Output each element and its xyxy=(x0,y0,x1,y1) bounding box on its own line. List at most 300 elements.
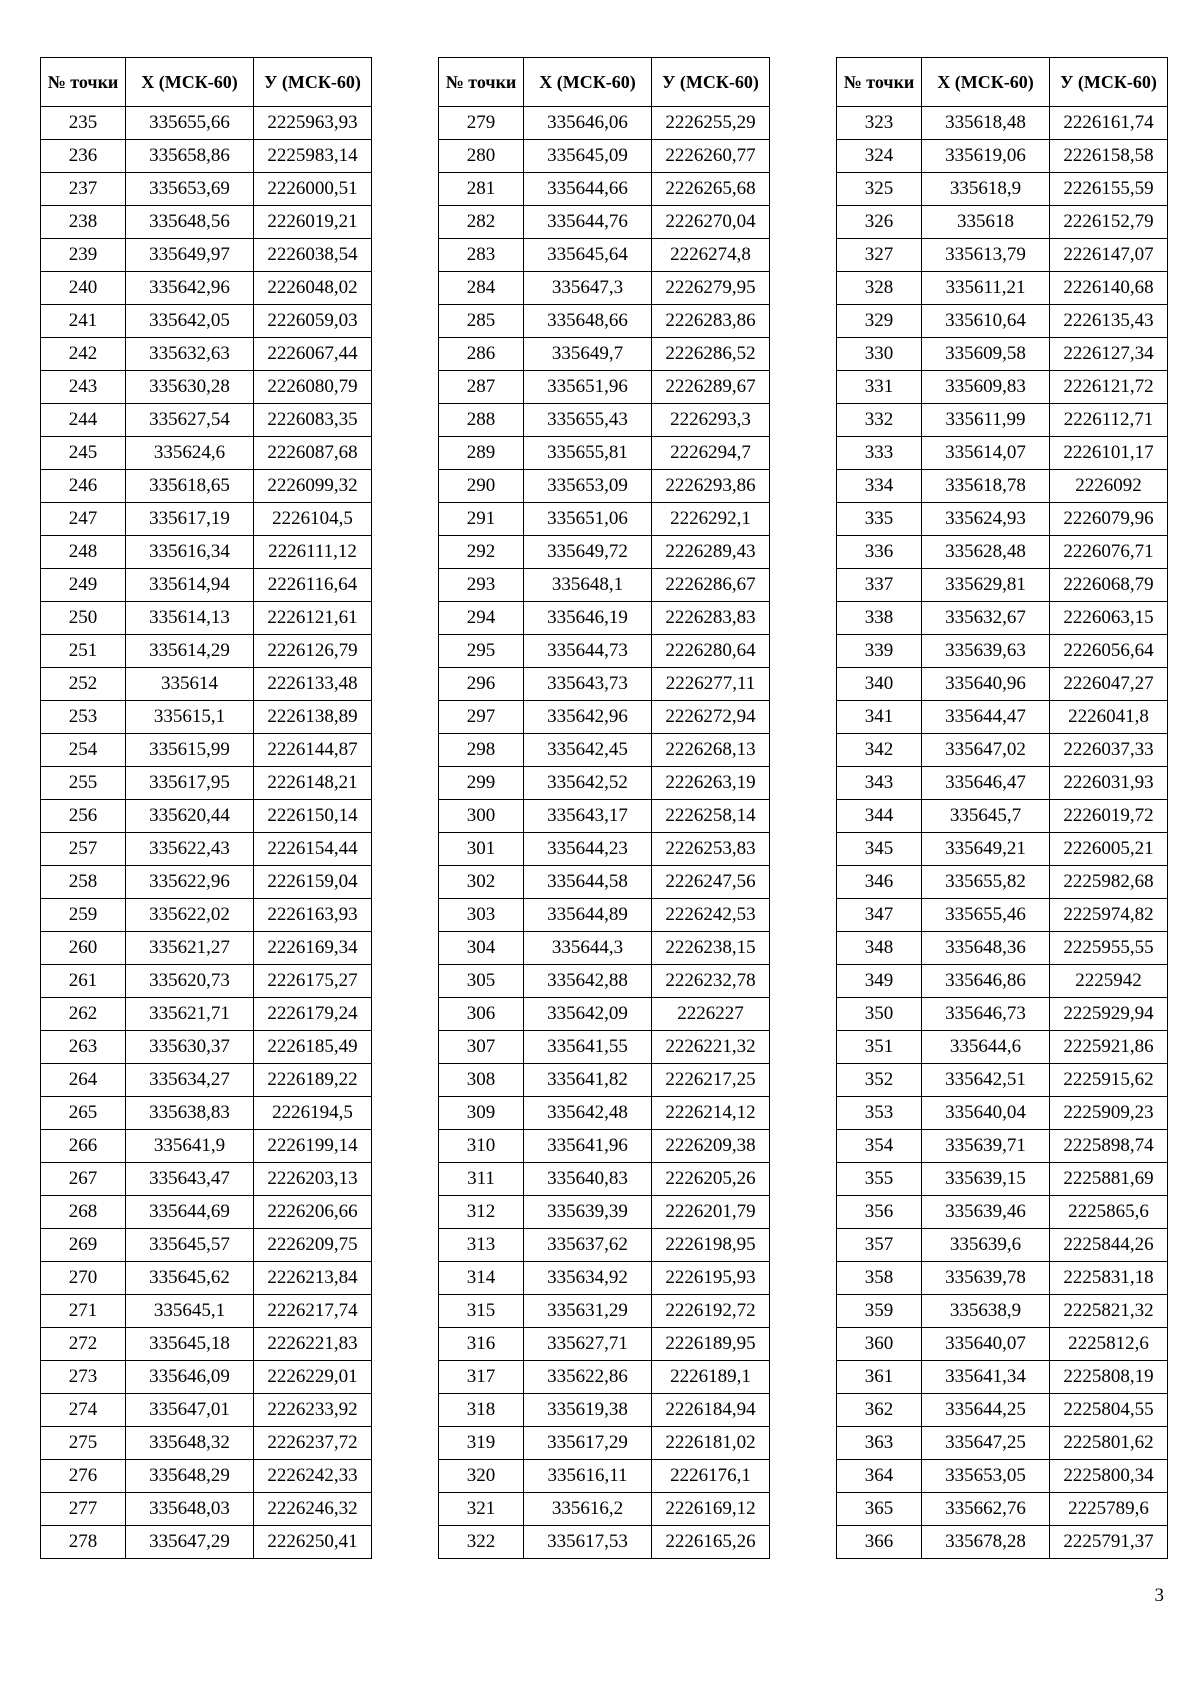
table-row xyxy=(41,272,372,305)
table-row xyxy=(439,1229,770,1262)
point-number-cell: 283 xyxy=(439,239,524,272)
point-number-cell: 259 xyxy=(41,899,126,932)
table-row xyxy=(439,536,770,569)
table-row xyxy=(837,668,1168,701)
table-row xyxy=(439,371,770,404)
x-coordinate-cell: 335655,46 xyxy=(922,899,1050,932)
table-row xyxy=(837,965,1168,998)
table-row xyxy=(837,767,1168,800)
point-number-cell: 245 xyxy=(41,437,126,470)
y-coordinate-cell: 2226209,38 xyxy=(652,1130,770,1163)
x-coordinate-cell: 335618,9 xyxy=(922,173,1050,206)
table-row xyxy=(41,1328,372,1361)
point-number-cell: 291 xyxy=(439,503,524,536)
point-number-cell: 327 xyxy=(837,239,922,272)
point-number-cell: 337 xyxy=(837,569,922,602)
table-row xyxy=(837,866,1168,899)
table-row xyxy=(41,899,372,932)
y-coordinate-cell: 2226199,14 xyxy=(254,1130,372,1163)
table-row xyxy=(837,1427,1168,1460)
y-coordinate-cell: 2226258,14 xyxy=(652,800,770,833)
x-coordinate-cell: 335644,69 xyxy=(126,1196,254,1229)
y-coordinate-cell: 2226140,68 xyxy=(1050,272,1168,305)
point-number-cell: 322 xyxy=(439,1526,524,1559)
column-header: № точки xyxy=(41,58,126,107)
x-coordinate-cell: 335615,99 xyxy=(126,734,254,767)
point-number-cell: 256 xyxy=(41,800,126,833)
point-number-cell: 280 xyxy=(439,140,524,173)
y-coordinate-cell: 2226147,07 xyxy=(1050,239,1168,272)
point-number-cell: 250 xyxy=(41,602,126,635)
table-row xyxy=(439,1163,770,1196)
y-coordinate-cell: 2226148,21 xyxy=(254,767,372,800)
point-number-cell: 342 xyxy=(837,734,922,767)
table-row xyxy=(41,734,372,767)
point-number-cell: 307 xyxy=(439,1031,524,1064)
point-number-cell: 247 xyxy=(41,503,126,536)
point-number-cell: 360 xyxy=(837,1328,922,1361)
table-row xyxy=(837,1328,1168,1361)
x-coordinate-cell: 335622,43 xyxy=(126,833,254,866)
coordinate-table xyxy=(40,57,372,1559)
x-coordinate-cell: 335621,71 xyxy=(126,998,254,1031)
table-row xyxy=(41,1295,372,1328)
y-coordinate-cell: 2226293,86 xyxy=(652,470,770,503)
table-row xyxy=(439,404,770,437)
point-number-cell: 355 xyxy=(837,1163,922,1196)
table-row xyxy=(41,668,372,701)
table-row xyxy=(837,1097,1168,1130)
table-row xyxy=(439,701,770,734)
table-row xyxy=(837,173,1168,206)
table-row xyxy=(837,1493,1168,1526)
x-coordinate-cell: 335631,29 xyxy=(524,1295,652,1328)
table-row xyxy=(439,173,770,206)
x-coordinate-cell: 335641,55 xyxy=(524,1031,652,1064)
y-coordinate-cell: 2225942 xyxy=(1050,965,1168,998)
y-coordinate-cell: 2226127,34 xyxy=(1050,338,1168,371)
y-coordinate-cell: 2226169,12 xyxy=(652,1493,770,1526)
x-coordinate-cell: 335616,11 xyxy=(524,1460,652,1493)
table-row xyxy=(439,107,770,140)
point-number-cell: 258 xyxy=(41,866,126,899)
table-row xyxy=(837,833,1168,866)
x-coordinate-cell: 335643,73 xyxy=(524,668,652,701)
point-number-cell: 347 xyxy=(837,899,922,932)
table-row xyxy=(837,899,1168,932)
table-row xyxy=(439,965,770,998)
x-coordinate-cell: 335641,34 xyxy=(922,1361,1050,1394)
table-row xyxy=(41,1064,372,1097)
table-row xyxy=(41,173,372,206)
y-coordinate-cell: 2226294,7 xyxy=(652,437,770,470)
x-coordinate-cell: 335647,02 xyxy=(922,734,1050,767)
table-row xyxy=(439,734,770,767)
point-number-cell: 329 xyxy=(837,305,922,338)
y-coordinate-cell: 2226289,67 xyxy=(652,371,770,404)
table-row xyxy=(439,1262,770,1295)
point-number-cell: 362 xyxy=(837,1394,922,1427)
point-number-cell: 263 xyxy=(41,1031,126,1064)
x-coordinate-cell: 335616,2 xyxy=(524,1493,652,1526)
x-coordinate-cell: 335642,48 xyxy=(524,1097,652,1130)
x-coordinate-cell: 335642,45 xyxy=(524,734,652,767)
table-row xyxy=(41,635,372,668)
table-row xyxy=(41,239,372,272)
y-coordinate-cell: 2226031,93 xyxy=(1050,767,1168,800)
x-coordinate-cell: 335634,27 xyxy=(126,1064,254,1097)
x-coordinate-cell: 335645,7 xyxy=(922,800,1050,833)
x-coordinate-cell: 335646,86 xyxy=(922,965,1050,998)
y-coordinate-cell: 2226292,1 xyxy=(652,503,770,536)
x-coordinate-cell: 335617,53 xyxy=(524,1526,652,1559)
x-coordinate-cell: 335646,73 xyxy=(922,998,1050,1031)
point-number-cell: 339 xyxy=(837,635,922,668)
table-row xyxy=(837,602,1168,635)
x-coordinate-cell: 335639,78 xyxy=(922,1262,1050,1295)
y-coordinate-cell: 2226289,43 xyxy=(652,536,770,569)
y-coordinate-cell: 2226217,25 xyxy=(652,1064,770,1097)
point-number-cell: 252 xyxy=(41,668,126,701)
y-coordinate-cell: 2226048,02 xyxy=(254,272,372,305)
point-number-cell: 285 xyxy=(439,305,524,338)
point-number-cell: 330 xyxy=(837,338,922,371)
table-row xyxy=(439,206,770,239)
x-coordinate-cell: 335619,06 xyxy=(922,140,1050,173)
y-coordinate-cell: 2226247,56 xyxy=(652,866,770,899)
point-number-cell: 346 xyxy=(837,866,922,899)
y-coordinate-cell: 2226233,92 xyxy=(254,1394,372,1427)
table-row xyxy=(41,767,372,800)
x-coordinate-cell: 335647,3 xyxy=(524,272,652,305)
x-coordinate-cell: 335640,83 xyxy=(524,1163,652,1196)
y-coordinate-cell: 2225801,62 xyxy=(1050,1427,1168,1460)
table-row xyxy=(41,833,372,866)
x-coordinate-cell: 335647,01 xyxy=(126,1394,254,1427)
y-coordinate-cell: 2226265,68 xyxy=(652,173,770,206)
table-row xyxy=(41,1031,372,1064)
table-row xyxy=(837,1229,1168,1262)
table-row xyxy=(41,338,372,371)
point-number-cell: 320 xyxy=(439,1460,524,1493)
y-coordinate-cell: 2225909,23 xyxy=(1050,1097,1168,1130)
x-coordinate-cell: 335643,47 xyxy=(126,1163,254,1196)
point-number-cell: 275 xyxy=(41,1427,126,1460)
point-number-cell: 270 xyxy=(41,1262,126,1295)
y-coordinate-cell: 2226194,5 xyxy=(254,1097,372,1130)
point-number-cell: 354 xyxy=(837,1130,922,1163)
x-coordinate-cell: 335616,34 xyxy=(126,536,254,569)
y-coordinate-cell: 2226286,67 xyxy=(652,569,770,602)
y-coordinate-cell: 2226214,12 xyxy=(652,1097,770,1130)
point-number-cell: 313 xyxy=(439,1229,524,1262)
table-row xyxy=(439,602,770,635)
y-coordinate-cell: 2225881,69 xyxy=(1050,1163,1168,1196)
table-row xyxy=(41,305,372,338)
y-coordinate-cell: 2226176,1 xyxy=(652,1460,770,1493)
y-coordinate-cell: 2226150,14 xyxy=(254,800,372,833)
table-row xyxy=(41,1262,372,1295)
column-header: X (МСК-60) xyxy=(126,58,254,107)
table-row xyxy=(41,1097,372,1130)
table-row xyxy=(837,734,1168,767)
table-row xyxy=(439,866,770,899)
point-number-cell: 340 xyxy=(837,668,922,701)
point-number-cell: 293 xyxy=(439,569,524,602)
table-row xyxy=(41,701,372,734)
point-number-cell: 314 xyxy=(439,1262,524,1295)
table-row xyxy=(439,305,770,338)
table-row xyxy=(41,503,372,536)
header-row xyxy=(41,58,372,107)
x-coordinate-cell: 335617,95 xyxy=(126,767,254,800)
x-coordinate-cell: 335645,18 xyxy=(126,1328,254,1361)
point-number-cell: 288 xyxy=(439,404,524,437)
table-row xyxy=(439,833,770,866)
x-coordinate-cell: 335651,06 xyxy=(524,503,652,536)
x-coordinate-cell: 335624,93 xyxy=(922,503,1050,536)
x-coordinate-cell: 335645,1 xyxy=(126,1295,254,1328)
table-row xyxy=(439,239,770,272)
x-coordinate-cell: 335622,86 xyxy=(524,1361,652,1394)
y-coordinate-cell: 2226019,72 xyxy=(1050,800,1168,833)
y-coordinate-cell: 2226232,78 xyxy=(652,965,770,998)
point-number-cell: 284 xyxy=(439,272,524,305)
table-row xyxy=(41,965,372,998)
y-coordinate-cell: 2226126,79 xyxy=(254,635,372,668)
point-number-cell: 238 xyxy=(41,206,126,239)
y-coordinate-cell: 2225963,93 xyxy=(254,107,372,140)
y-coordinate-cell: 2225800,34 xyxy=(1050,1460,1168,1493)
y-coordinate-cell: 2226144,87 xyxy=(254,734,372,767)
point-number-cell: 316 xyxy=(439,1328,524,1361)
y-coordinate-cell: 2226121,61 xyxy=(254,602,372,635)
y-coordinate-cell: 2226087,68 xyxy=(254,437,372,470)
y-coordinate-cell: 2226116,64 xyxy=(254,569,372,602)
point-number-cell: 318 xyxy=(439,1394,524,1427)
point-number-cell: 343 xyxy=(837,767,922,800)
y-coordinate-cell: 2226099,32 xyxy=(254,470,372,503)
point-number-cell: 249 xyxy=(41,569,126,602)
table-row xyxy=(837,437,1168,470)
y-coordinate-cell: 2225791,37 xyxy=(1050,1526,1168,1559)
y-coordinate-cell: 2225898,74 xyxy=(1050,1130,1168,1163)
y-coordinate-cell: 2226152,79 xyxy=(1050,206,1168,239)
point-number-cell: 352 xyxy=(837,1064,922,1097)
point-number-cell: 260 xyxy=(41,932,126,965)
point-number-cell: 317 xyxy=(439,1361,524,1394)
point-number-cell: 358 xyxy=(837,1262,922,1295)
table-row xyxy=(41,1394,372,1427)
y-coordinate-cell: 2226080,79 xyxy=(254,371,372,404)
x-coordinate-cell: 335644,89 xyxy=(524,899,652,932)
y-coordinate-cell: 2226005,21 xyxy=(1050,833,1168,866)
y-coordinate-cell: 2226111,12 xyxy=(254,536,372,569)
table-row xyxy=(837,1526,1168,1559)
x-coordinate-cell: 335614,29 xyxy=(126,635,254,668)
page-number: 3 xyxy=(1154,1585,1164,1606)
table-row xyxy=(837,503,1168,536)
y-coordinate-cell: 2226283,86 xyxy=(652,305,770,338)
x-coordinate-cell: 335639,15 xyxy=(922,1163,1050,1196)
x-coordinate-cell: 335640,07 xyxy=(922,1328,1050,1361)
x-coordinate-cell: 335646,47 xyxy=(922,767,1050,800)
y-coordinate-cell: 2226286,52 xyxy=(652,338,770,371)
x-coordinate-cell: 335639,71 xyxy=(922,1130,1050,1163)
point-number-cell: 274 xyxy=(41,1394,126,1427)
point-number-cell: 235 xyxy=(41,107,126,140)
y-coordinate-cell: 2226158,58 xyxy=(1050,140,1168,173)
point-number-cell: 365 xyxy=(837,1493,922,1526)
point-number-cell: 276 xyxy=(41,1460,126,1493)
table-row xyxy=(439,1460,770,1493)
point-number-cell: 364 xyxy=(837,1460,922,1493)
x-coordinate-cell: 335639,63 xyxy=(922,635,1050,668)
y-coordinate-cell: 2226037,33 xyxy=(1050,734,1168,767)
table-row xyxy=(439,470,770,503)
point-number-cell: 254 xyxy=(41,734,126,767)
point-number-cell: 290 xyxy=(439,470,524,503)
point-number-cell: 348 xyxy=(837,932,922,965)
x-coordinate-cell: 335655,43 xyxy=(524,404,652,437)
x-coordinate-cell: 335644,58 xyxy=(524,866,652,899)
table-row xyxy=(439,668,770,701)
x-coordinate-cell: 335642,09 xyxy=(524,998,652,1031)
table-row xyxy=(439,635,770,668)
point-number-cell: 268 xyxy=(41,1196,126,1229)
point-number-cell: 338 xyxy=(837,602,922,635)
table-row xyxy=(837,338,1168,371)
x-coordinate-cell: 335609,58 xyxy=(922,338,1050,371)
point-number-cell: 265 xyxy=(41,1097,126,1130)
table-row xyxy=(439,1031,770,1064)
table-row xyxy=(41,536,372,569)
y-coordinate-cell: 2225821,32 xyxy=(1050,1295,1168,1328)
y-coordinate-cell: 2225921,86 xyxy=(1050,1031,1168,1064)
point-number-cell: 363 xyxy=(837,1427,922,1460)
point-number-cell: 267 xyxy=(41,1163,126,1196)
y-coordinate-cell: 2226217,74 xyxy=(254,1295,372,1328)
point-number-cell: 298 xyxy=(439,734,524,767)
table-row xyxy=(837,1295,1168,1328)
x-coordinate-cell: 335662,76 xyxy=(922,1493,1050,1526)
y-coordinate-cell: 2225915,62 xyxy=(1050,1064,1168,1097)
point-number-cell: 251 xyxy=(41,635,126,668)
y-coordinate-cell: 2226189,95 xyxy=(652,1328,770,1361)
table-row xyxy=(837,272,1168,305)
table-row xyxy=(837,404,1168,437)
y-coordinate-cell: 2225974,82 xyxy=(1050,899,1168,932)
point-number-cell: 271 xyxy=(41,1295,126,1328)
point-number-cell: 332 xyxy=(837,404,922,437)
table-row xyxy=(837,107,1168,140)
table-row xyxy=(439,767,770,800)
point-number-cell: 261 xyxy=(41,965,126,998)
y-coordinate-cell: 2226280,64 xyxy=(652,635,770,668)
y-coordinate-cell: 2226000,51 xyxy=(254,173,372,206)
point-number-cell: 241 xyxy=(41,305,126,338)
x-coordinate-cell: 335644,3 xyxy=(524,932,652,965)
y-coordinate-cell: 2226268,13 xyxy=(652,734,770,767)
table-row xyxy=(41,371,372,404)
table-row xyxy=(41,800,372,833)
table-row xyxy=(439,899,770,932)
x-coordinate-cell: 335649,97 xyxy=(126,239,254,272)
point-number-cell: 289 xyxy=(439,437,524,470)
point-number-cell: 325 xyxy=(837,173,922,206)
point-number-cell: 242 xyxy=(41,338,126,371)
point-number-cell: 277 xyxy=(41,1493,126,1526)
x-coordinate-cell: 335624,6 xyxy=(126,437,254,470)
x-coordinate-cell: 335655,82 xyxy=(922,866,1050,899)
point-number-cell: 257 xyxy=(41,833,126,866)
y-coordinate-cell: 2225789,6 xyxy=(1050,1493,1168,1526)
table-row xyxy=(41,404,372,437)
y-coordinate-cell: 2225831,18 xyxy=(1050,1262,1168,1295)
x-coordinate-cell: 335644,73 xyxy=(524,635,652,668)
table-row xyxy=(41,107,372,140)
x-coordinate-cell: 335638,83 xyxy=(126,1097,254,1130)
y-coordinate-cell: 2225982,68 xyxy=(1050,866,1168,899)
table-row xyxy=(41,1196,372,1229)
table-row xyxy=(837,206,1168,239)
point-number-cell: 319 xyxy=(439,1427,524,1460)
x-coordinate-cell: 335640,04 xyxy=(922,1097,1050,1130)
point-number-cell: 295 xyxy=(439,635,524,668)
table-row xyxy=(837,635,1168,668)
table-row xyxy=(41,866,372,899)
table-row xyxy=(41,1361,372,1394)
x-coordinate-cell: 335610,64 xyxy=(922,305,1050,338)
y-coordinate-cell: 2226092 xyxy=(1050,470,1168,503)
y-coordinate-cell: 2226104,5 xyxy=(254,503,372,536)
table-row xyxy=(837,1130,1168,1163)
x-coordinate-cell: 335613,79 xyxy=(922,239,1050,272)
point-number-cell: 361 xyxy=(837,1361,922,1394)
x-coordinate-cell: 335620,44 xyxy=(126,800,254,833)
x-coordinate-cell: 335642,51 xyxy=(922,1064,1050,1097)
y-coordinate-cell: 2226255,29 xyxy=(652,107,770,140)
y-coordinate-cell: 2226067,44 xyxy=(254,338,372,371)
x-coordinate-cell: 335628,48 xyxy=(922,536,1050,569)
x-coordinate-cell: 335644,23 xyxy=(524,833,652,866)
point-number-cell: 269 xyxy=(41,1229,126,1262)
x-coordinate-cell: 335620,73 xyxy=(126,965,254,998)
point-number-cell: 279 xyxy=(439,107,524,140)
table-row xyxy=(41,1526,372,1559)
x-coordinate-cell: 335617,19 xyxy=(126,503,254,536)
point-number-cell: 262 xyxy=(41,998,126,1031)
point-number-cell: 350 xyxy=(837,998,922,1031)
y-coordinate-cell: 2226229,01 xyxy=(254,1361,372,1394)
x-coordinate-cell: 335617,29 xyxy=(524,1427,652,1460)
point-number-cell: 306 xyxy=(439,998,524,1031)
x-coordinate-cell: 335621,27 xyxy=(126,932,254,965)
x-coordinate-cell: 335649,72 xyxy=(524,536,652,569)
x-coordinate-cell: 335649,21 xyxy=(922,833,1050,866)
point-number-cell: 244 xyxy=(41,404,126,437)
x-coordinate-cell: 335611,21 xyxy=(922,272,1050,305)
x-coordinate-cell: 335619,38 xyxy=(524,1394,652,1427)
y-coordinate-cell: 2226083,35 xyxy=(254,404,372,437)
coordinate-table xyxy=(836,57,1168,1559)
y-coordinate-cell: 2226056,64 xyxy=(1050,635,1168,668)
y-coordinate-cell: 2226047,27 xyxy=(1050,668,1168,701)
x-coordinate-cell: 335614 xyxy=(126,668,254,701)
table-row xyxy=(41,1427,372,1460)
point-number-cell: 334 xyxy=(837,470,922,503)
x-coordinate-cell: 335618,65 xyxy=(126,470,254,503)
